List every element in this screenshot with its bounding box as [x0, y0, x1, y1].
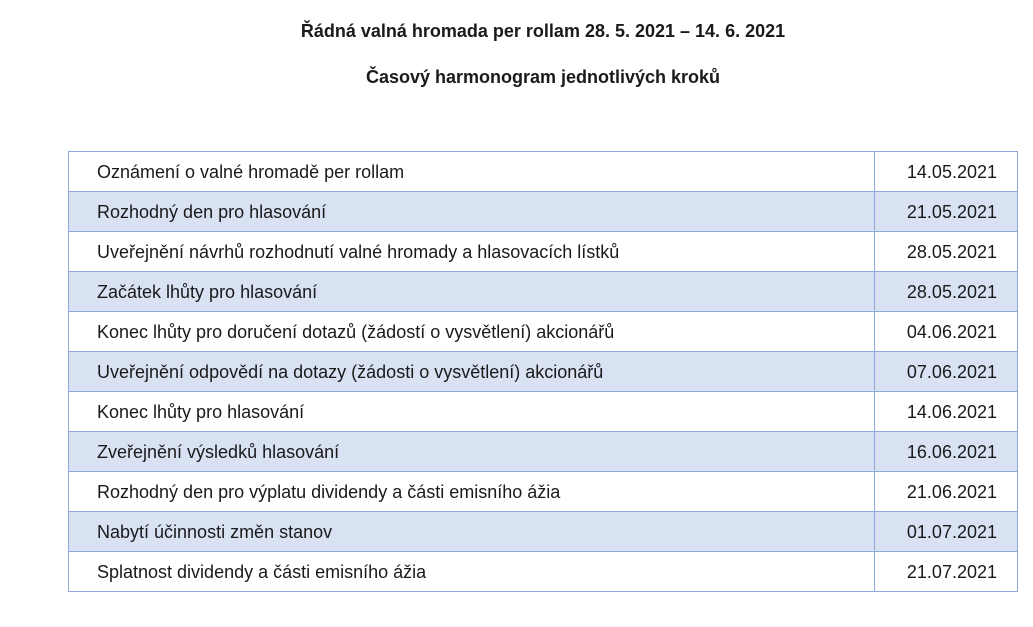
step-cell: Splatnost dividendy a části emisního ážia [69, 552, 875, 592]
date-cell: 28.05.2021 [875, 272, 1018, 312]
date-cell: 28.05.2021 [875, 232, 1018, 272]
step-cell: Nabytí účinnosti změn stanov [69, 512, 875, 552]
schedule-table [68, 151, 1018, 592]
date-cell: 14.05.2021 [875, 152, 1018, 192]
date-cell: 14.06.2021 [875, 392, 1018, 432]
table-row [69, 152, 1018, 192]
table-row [69, 312, 1018, 352]
date-cell: 21.05.2021 [875, 192, 1018, 232]
document-subtitle: Časový harmonogram jednotlivých kroků [365, 67, 721, 87]
table-row [69, 192, 1018, 232]
table-row [69, 512, 1018, 552]
date-cell: 16.06.2021 [875, 432, 1018, 472]
step-cell: Uveřejnění odpovědí na dotazy (žádosti o vysvětlení) akcionářů [69, 352, 875, 392]
step-cell: Rozhodný den pro hlasování [69, 192, 875, 232]
date-cell: 21.06.2021 [875, 472, 1018, 512]
date-cell: 04.06.2021 [875, 312, 1018, 352]
step-cell: Konec lhůty pro hlasování [69, 392, 875, 432]
step-cell: Oznámení o valné hromadě per rollam [69, 152, 875, 192]
step-cell: Začátek lhůty pro hlasování [69, 272, 875, 312]
table-row [69, 472, 1018, 512]
table-row [69, 392, 1018, 432]
date-cell: 21.07.2021 [875, 552, 1018, 592]
table-row [69, 352, 1018, 392]
step-cell: Uveřejnění návrhů rozhodnutí valné hromady a hlasovacích lístků [69, 232, 875, 272]
step-cell: Zveřejnění výsledků hlasování [69, 432, 875, 472]
table-row [69, 272, 1018, 312]
step-cell: Konec lhůty pro doručení dotazů (žádostí o vysvětlení) akcionářů [69, 312, 875, 352]
document-title: Řádná valná hromada per rollam 28. 5. 2021 – 14. 6. 2021 [300, 21, 786, 41]
table-row [69, 552, 1018, 592]
table-row [69, 432, 1018, 472]
date-cell: 07.06.2021 [875, 352, 1018, 392]
step-cell: Rozhodný den pro výplatu dividendy a části emisního ážia [69, 472, 875, 512]
table-row [69, 232, 1018, 272]
date-cell: 01.07.2021 [875, 512, 1018, 552]
